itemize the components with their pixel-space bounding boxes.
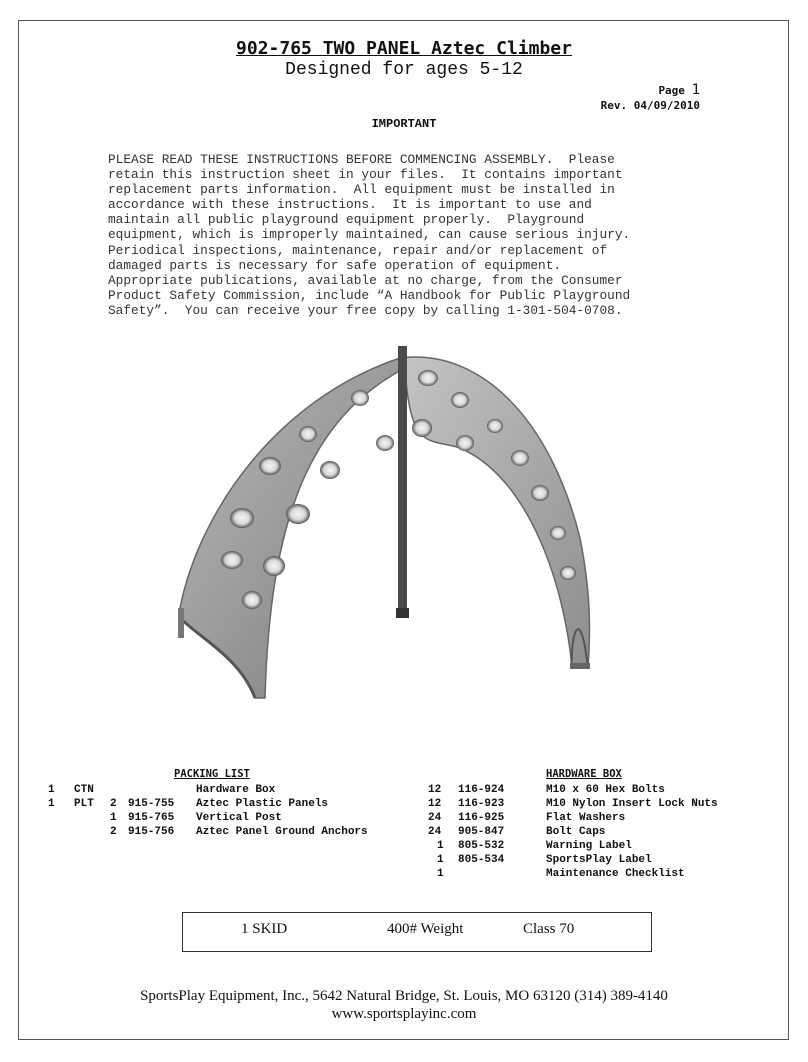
instructions-paragraph <box>108 152 708 318</box>
packing-part: 915-755 <box>128 798 175 810</box>
intro-line: replacement parts information. All equipment must be installed in <box>108 182 615 198</box>
revision-date: Rev. 04/09/2010 <box>600 99 700 112</box>
packing-desc: Aztec Plastic Panels <box>196 798 329 810</box>
hardware-qty: 1 <box>437 868 444 880</box>
hardware-qty: 12 <box>428 784 442 796</box>
hardware-desc: SportsPlay Label <box>546 854 652 866</box>
intro-line: equipment, which is improperly maintained, can cause serious injury. <box>108 227 631 243</box>
packing-qty: 1 <box>48 784 55 796</box>
hardware-desc: Maintenance Checklist <box>546 868 685 880</box>
page-number: 1 <box>691 82 700 98</box>
hardware-desc: Warning Label <box>546 840 632 852</box>
packing-desc: Aztec Panel Ground Anchors <box>196 826 368 838</box>
packing-part: 915-765 <box>128 812 175 824</box>
hardware-part: 116-923 <box>458 798 505 810</box>
packing-list-heading: PACKING LIST <box>174 768 250 780</box>
hardware-part: 805-532 <box>458 840 505 852</box>
packing-qty: 1 <box>48 798 55 810</box>
hardware-box-heading: HARDWARE BOX <box>546 768 622 780</box>
shipping-weight: 400# Weight <box>387 921 464 937</box>
hardware-qty: 12 <box>428 798 442 810</box>
page-label: Page <box>658 84 685 97</box>
intro-line: PLEASE READ THESE INSTRUCTIONS BEFORE COMMENCING ASSEMBLY. Please <box>108 152 615 167</box>
packing-subqty: 1 <box>110 812 117 824</box>
important-heading: IMPORTANT <box>371 117 437 131</box>
hardware-part: 905-847 <box>458 826 505 838</box>
hardware-desc: M10 x 60 Hex Bolts <box>546 784 665 796</box>
intro-line: accordance with these instructions. It is important to use and <box>108 197 592 213</box>
company-address: SportsPlay Equipment, Inc., 5642 Natural Bridge, St. Louis, MO 63120 (314) 389-4140 <box>140 988 668 1004</box>
document-title: 902-765 TWO PANEL Aztec Climber <box>236 38 572 59</box>
skid-count: 1 SKID <box>241 921 288 937</box>
shipping-info-box <box>182 912 652 952</box>
intro-line: Periodical inspections, maintenance, repair and/or replacement of <box>108 242 608 258</box>
hardware-qty: 24 <box>428 812 442 824</box>
climber-product-image <box>160 338 620 710</box>
hardware-part: 805-534 <box>458 854 505 866</box>
packing-subqty: 2 <box>110 826 117 838</box>
intro-line: retain this instruction sheet in your files. It contains important <box>108 167 623 183</box>
intro-line: Appropriate publications, available at no charge, from the Consumer <box>108 272 623 288</box>
packing-part: 915-756 <box>128 826 175 838</box>
company-website: www.sportsplayinc.com <box>331 1006 477 1022</box>
hardware-part: 116-924 <box>458 784 505 796</box>
intro-line: Safety”. You can receive your free copy by calling 1-301-504-0708. <box>108 302 623 318</box>
page-indicator <box>658 82 700 98</box>
document-subtitle: Designed for ages 5-12 <box>285 60 523 80</box>
packing-desc: Vertical Post <box>196 812 282 824</box>
hardware-qty: 1 <box>437 854 444 866</box>
intro-line: damaged parts is necessary for safe operation of equipment. <box>108 257 562 273</box>
packing-unit: CTN <box>74 784 94 796</box>
hardware-desc: Flat Washers <box>546 812 626 824</box>
intro-line: Product Safety Commission, include “A Handbook for Public Playground <box>108 287 631 303</box>
packing-subqty: 2 <box>110 798 117 810</box>
hardware-desc: Bolt Caps <box>546 826 606 838</box>
packing-desc: Hardware Box <box>196 784 276 796</box>
intro-line: maintain all public playground equipment properly. Playground <box>108 212 585 228</box>
hardware-qty: 1 <box>437 840 444 852</box>
freight-class: Class 70 <box>523 921 575 937</box>
hardware-desc: M10 Nylon Insert Lock Nuts <box>546 798 718 810</box>
hardware-qty: 24 <box>428 826 442 838</box>
packing-unit: PLT <box>74 798 94 810</box>
hardware-part: 116-925 <box>458 812 505 824</box>
